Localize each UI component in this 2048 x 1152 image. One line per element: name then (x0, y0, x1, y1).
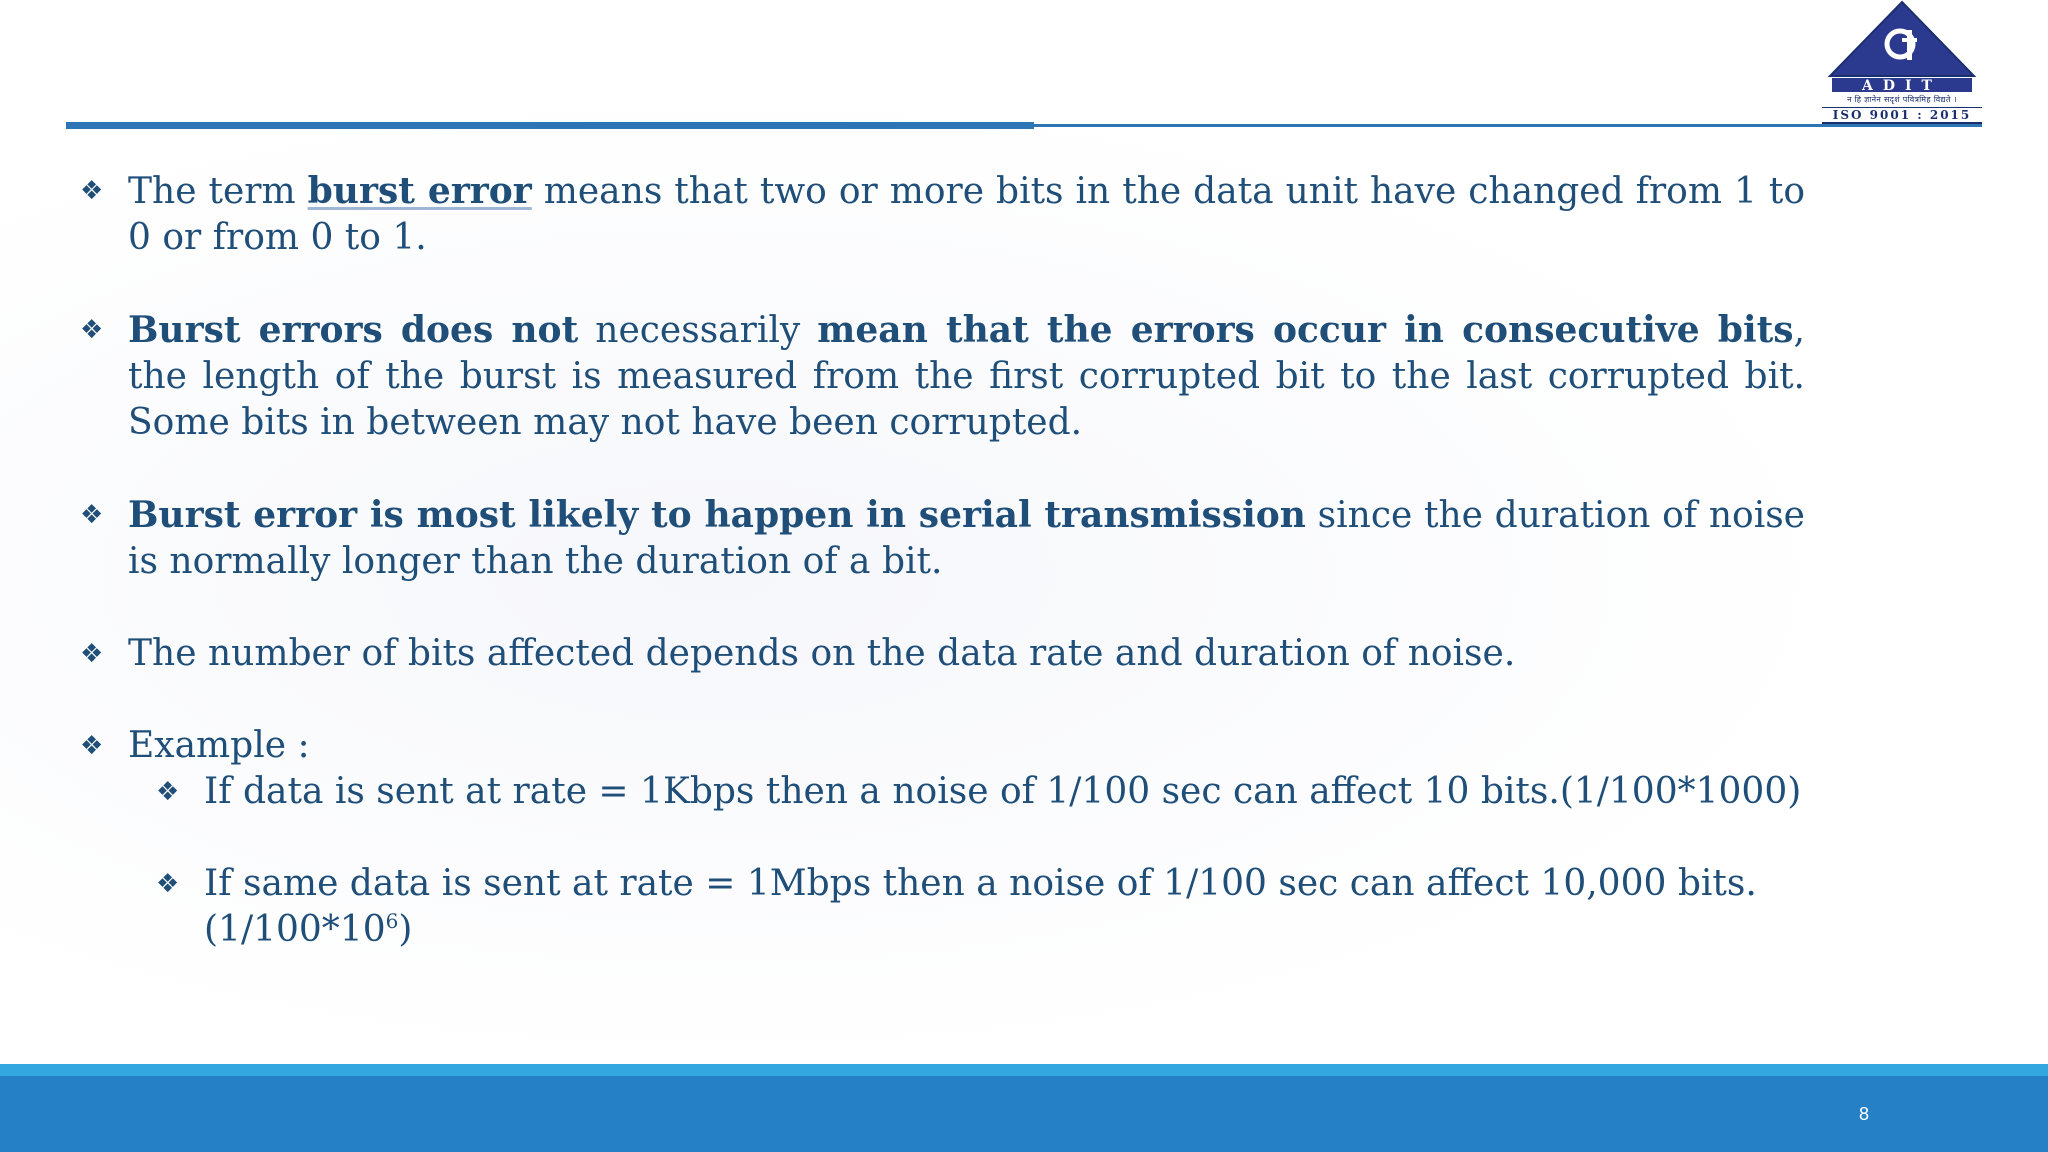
bullet-text: Burst error is most likely to happen in serial transmission since the duration of noise is normally longer than the duration of a bit. (128, 494, 1805, 582)
example-text: If same data is sent at rate = 1Mbps then a noise of 1/100 sec can affect 10,000 $bits.(1/100*10^6)$ (204, 863, 1757, 950)
header-rule-thick (66, 122, 1034, 129)
bullet-serial-transmission (80, 492, 1805, 585)
page-number: 8 (1858, 1104, 1869, 1124)
logo-triangle-icon (1818, 0, 1986, 96)
four-diamond-bullet-icon: ❖ (156, 777, 180, 807)
example-item-mbps (156, 861, 1805, 953)
example-list (80, 769, 1805, 953)
four-diamond-bullet-icon: ❖ (80, 176, 104, 206)
four-diamond-bullet-icon: ❖ (80, 500, 104, 530)
example-label: Example : (128, 725, 310, 766)
example-text: If data is sent at rate = 1Kbps then a noise of 1/100 sec can affect 10 bits.(1/100*1000) (204, 771, 1802, 812)
four-diamond-bullet-icon: ❖ (80, 315, 104, 345)
bullet-text: Burst errors does not necessarily mean that the errors occur in consecutive bits, the length of the burst is measured from the first corrupted bit to the last corrupted bit. Some bits in between may not have been corrupted. (128, 309, 1805, 443)
footer-accent-band (0, 1064, 2048, 1076)
bullet-burst-error-definition (80, 168, 1805, 261)
slide-content (80, 168, 1805, 999)
adit-logo (1818, 0, 1986, 128)
bullet-bits-affected (80, 631, 1805, 677)
svg-text:ADIT: ADIT (1862, 78, 1942, 94)
example-heading (80, 723, 1805, 769)
bullet-text: The term burst error means that two or more bits in the data unit have changed from 1 to 0 or from 0 to 1. (128, 170, 1806, 258)
footer-band (0, 1076, 2048, 1152)
logo-tagline: न हि ज्ञानेन सदृशं पवित्रमिह विद्यते । (1847, 95, 1957, 104)
bullet-text: The number of bits affected depends on the data rate and duration of noise. (128, 633, 1516, 674)
bullet-consecutive-bits (80, 307, 1805, 446)
example-item-kbps (156, 769, 1805, 815)
term-burst-error: burst error (307, 170, 532, 212)
four-diamond-bullet-icon: ❖ (80, 639, 104, 669)
four-diamond-bullet-icon: ❖ (80, 731, 104, 761)
four-diamond-bullet-icon: ❖ (156, 869, 180, 899)
logo-iso-certification: ISO 9001 : 2015 (1822, 107, 1982, 124)
